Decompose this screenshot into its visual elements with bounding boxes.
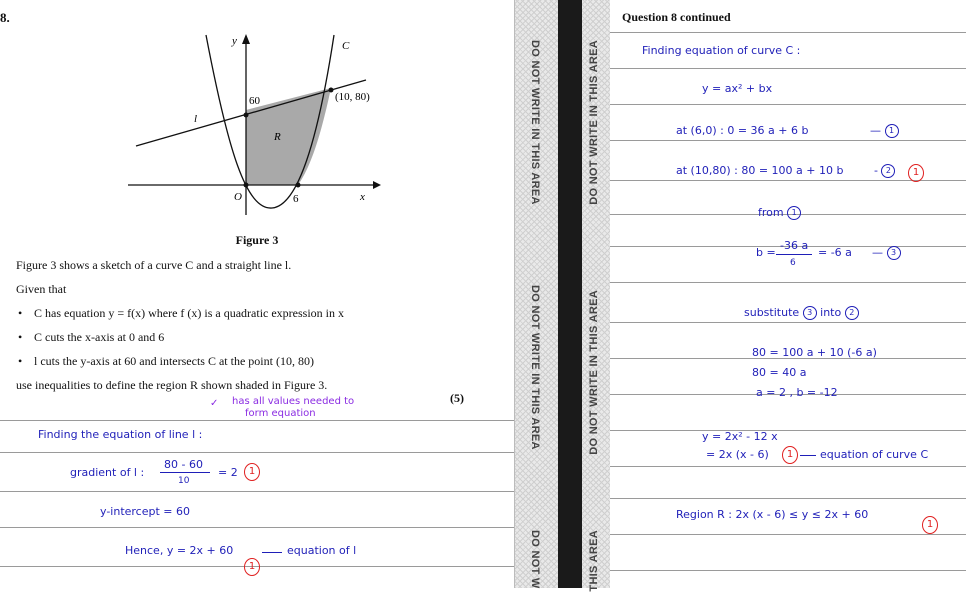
substitution-3: a = 2 , b = -12 <box>756 386 838 399</box>
bullet-3: l cuts the y-axis at 60 and intersects C at the point (10, 80) <box>34 354 314 368</box>
annotation-line-1: has all values needed to <box>232 396 355 407</box>
annotation-line-2: form equation <box>245 408 316 419</box>
bullet-1: C has equation y = f(x) where f (x) is a quadratic expression in x <box>34 306 345 320</box>
page-gutter <box>558 0 582 588</box>
eq-number: 1 <box>885 124 899 138</box>
bullet-dot: • <box>18 354 23 368</box>
root-label: 6 <box>293 193 299 205</box>
figure-caption: Figure 3 <box>235 233 279 247</box>
b-denominator: 6 <box>790 258 796 268</box>
equation-note: equation of l <box>287 544 357 557</box>
margin-label: DO NOT WRITE IN THIS AREA <box>588 40 600 205</box>
answer-line <box>0 420 514 421</box>
question-given: Given that <box>16 282 67 296</box>
annotation-check: ✓ <box>210 398 219 409</box>
question-continued: Question 8 continued <box>622 10 731 24</box>
mark-circle: 1 <box>244 558 260 576</box>
fraction-bar <box>776 254 812 255</box>
equation-l: Hence, y = 2x + 60 <box>125 544 234 557</box>
margin-label: DO NOT WRITE IN THIS AREA <box>529 40 541 205</box>
figure-3-sketch <box>128 30 388 215</box>
y-axis-label: y <box>232 35 237 47</box>
bullet-dot: • <box>18 306 23 320</box>
substitute-text: substitute <box>744 306 800 319</box>
x-axis-label: x <box>360 191 365 203</box>
eq-tag-2: - 2 <box>874 164 895 178</box>
substitute-label <box>744 306 859 320</box>
point-label: (10, 80) <box>335 91 370 103</box>
curve-note: equation of curve C <box>820 448 929 461</box>
from-text: from <box>758 206 784 219</box>
answer-line <box>0 452 514 453</box>
answer-line <box>610 498 966 499</box>
curve-equation-1: y = 2x² - 12 x <box>702 430 778 443</box>
y-axis-arrow <box>242 34 250 44</box>
gradient-label: gradient of l : <box>70 466 145 479</box>
general-equation: y = ax² + bx <box>702 82 773 95</box>
question-intro: Figure 3 shows a sketch of a curve C and a straight line l. <box>16 258 292 272</box>
margin-label: DO NOT W <box>529 530 541 589</box>
answer-line <box>610 68 966 69</box>
answer-line <box>610 534 966 535</box>
eq-number: 2 <box>881 164 895 178</box>
mark-circle: 1 <box>782 446 798 464</box>
b-expression: b = <box>756 246 776 259</box>
answer-line <box>610 32 966 33</box>
answer-line <box>610 282 966 283</box>
eq-number: 1 <box>787 206 801 220</box>
at-6-equation: at (6,0) : 0 = 36 a + 6 b <box>676 124 809 137</box>
bullet-dot: • <box>18 330 23 344</box>
question-number: 8. <box>0 10 10 25</box>
into-text: into <box>820 306 842 319</box>
region-label: R <box>274 131 281 143</box>
margin-strip-left <box>514 0 559 588</box>
at-10-equation: at (10,80) : 80 = 100 a + 10 b <box>676 164 844 177</box>
region-r-answer: Region R : 2x (x - 6) ≤ y ≤ 2x + 60 <box>676 508 869 521</box>
gradient-result: = 2 <box>218 466 238 479</box>
x-axis-arrow <box>373 181 381 189</box>
bullet-2: C cuts the x-axis at 0 and 6 <box>34 330 165 344</box>
answer-line <box>610 104 966 105</box>
b-result: = -6 a <box>818 246 852 259</box>
root-point <box>296 183 301 188</box>
mark-circle: 1 <box>908 164 924 182</box>
margin-label: DO NOT WRITE IN THIS AREA <box>529 285 541 450</box>
margin-label: THIS AREA <box>588 530 600 592</box>
b-numerator: -36 a <box>780 239 809 252</box>
answer-line <box>610 570 966 571</box>
line-heading: Finding the equation of line l : <box>38 428 203 441</box>
from-label <box>758 206 801 220</box>
substitution-1: 80 = 100 a + 10 (-6 a) <box>752 346 877 359</box>
eq-tag-1: — 1 <box>870 124 899 138</box>
y-intercept-line: y-intercept = 60 <box>100 505 190 518</box>
substitution-2: 80 = 40 a <box>752 366 807 379</box>
answer-line <box>610 140 966 141</box>
fraction-bar <box>160 472 210 473</box>
answer-line <box>610 466 966 467</box>
gradient-numerator: 80 - 60 <box>164 458 203 471</box>
gradient-denominator: 10 <box>178 476 190 486</box>
margin-strip-right <box>582 0 611 592</box>
mark-circle: 1 <box>244 463 260 481</box>
question-instruction: use inequalities to define the region R shown shaded in Figure 3. <box>16 378 328 392</box>
mark-circle: 1 <box>922 516 938 534</box>
origin-label: O <box>234 191 242 203</box>
eq-number: 3 <box>803 306 817 320</box>
answer-line <box>0 527 514 528</box>
intersection-point <box>329 88 334 93</box>
curve-label: C <box>342 40 350 52</box>
margin-label: DO NOT WRITE IN THIS AREA <box>588 290 600 455</box>
y-intercept-label: 60 <box>249 95 260 107</box>
eq-number: 3 <box>887 246 901 260</box>
right-page <box>610 0 966 588</box>
origin-point <box>244 183 249 188</box>
dash <box>800 455 816 456</box>
answer-line <box>610 322 966 323</box>
curve-equation-2: = 2x (x - 6) <box>706 448 769 461</box>
answer-line <box>610 430 966 431</box>
dash <box>262 552 282 553</box>
intercept-point <box>244 113 249 118</box>
question-marks: (5) <box>450 391 464 405</box>
eq-tag-3: — 3 <box>872 246 901 260</box>
answer-line <box>0 491 514 492</box>
line-label: l <box>194 113 198 125</box>
eq-number: 2 <box>845 306 859 320</box>
curve-heading: Finding equation of curve C : <box>642 44 801 57</box>
